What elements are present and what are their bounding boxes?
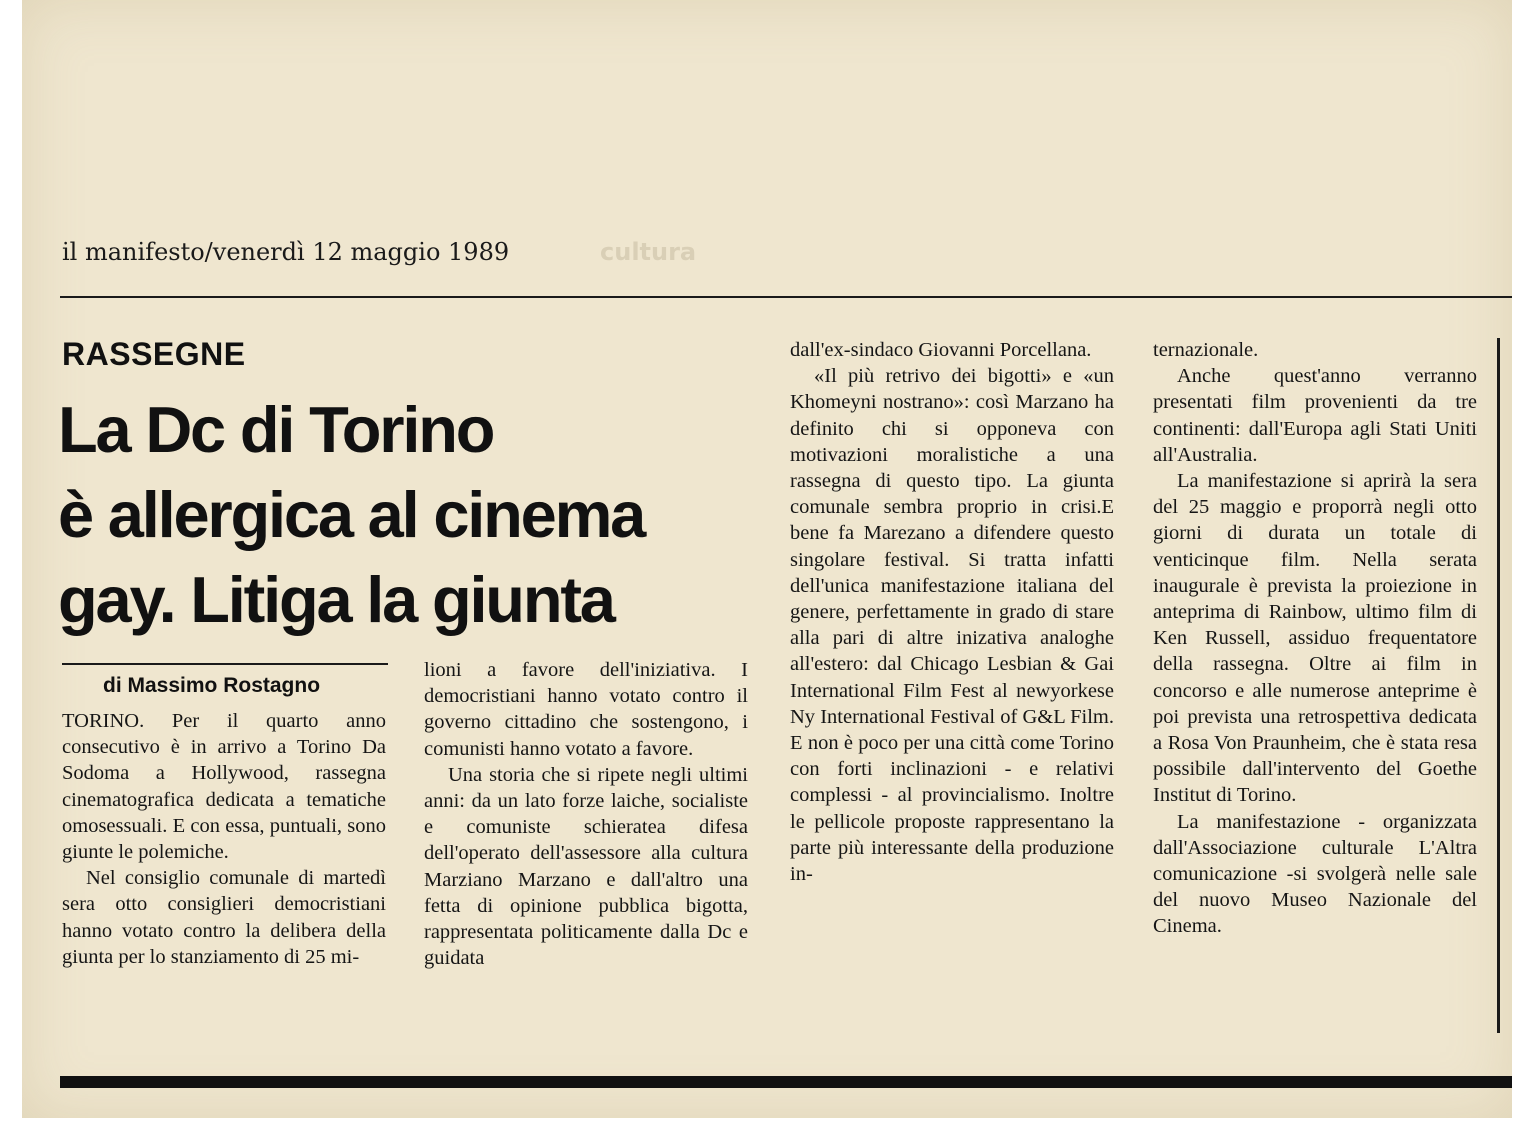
paragraph: La manifestazione si aprirà la sera del 25 maggio e proporrà negli otto giorni di durata un totale di venticinque film. Nella serata inaugurale è prevista la proiezione in anteprima di Rainbow, ultimo film di Ken Russell, assiduo frequentatore della rassegna. Oltre ai film in concorso e alle numerose anteprime è poi prevista una retrospettiva dedicata a Rosa Von Praunheim, che è stata resa possibile dall'intervento del Goethe Institut di Torino. [1153,470,1477,807]
paragraph: La manifestazione - organizzata dall'Associazione culturale L'Altra comunicazione -si svolgerà nelle sale del nuovo Museo Nazionale del Cinema. [1153,810,1477,938]
paragraph: TORINO. Per il quarto anno consecutivo è in arrivo a Torino Da Sodoma a Hollywood, rassegna cinematografica dedicata a tematiche omosessuali. E con essa, puntuali, sono giunte le polemiche. [62,710,386,864]
dateline: il manifesto/venerdì 12 maggio 1989 [62,238,510,266]
rubric: RASSEGNE [62,336,246,372]
byline: di Massimo Rostagno [103,674,321,697]
paragraph: lioni a favore dell'iniziativa. I democristiani hanno votato contro il governo cittadino che sostengono, i comunisti hanno votato a favore. [424,659,748,760]
paragraph: Anche quest'anno verranno presentati film provenienti da tre continenti: dall'Europa agli Stati Uniti all'Australia. [1153,365,1477,466]
headline-line: gay. Litiga la giunta [58,563,614,636]
bottom-rule [60,1076,1512,1088]
paragraph: Una storia che si ripete negli ultimi anni: da un lato forze laiche, socialiste e comuniste schierateа difesa dell'operato dell'assessore alla cultura Marziano Marzano e dall'altro una fetta di opinione pubblica bigotta, rappresentata politicamente dalla Dc e guidata [424,763,748,970]
article-column-2 [424,657,748,971]
paragraph: Nel consiglio comunale di martedì sera otto consiglieri democristiani hanno votato contro la delibera della giunta per lo stanziamento di 25 mi- [62,867,386,968]
article-column-4 [1153,337,1477,940]
byline-rule [62,663,388,665]
headline-line: è allergica al cinema [58,478,645,551]
top-rule [60,296,1512,298]
right-rule [1497,338,1500,1033]
paragraph: ternazionale. [1153,339,1259,361]
section-ghost-text: cultura [600,238,697,266]
article-column-3 [790,337,1114,887]
headline [58,387,798,642]
headline-line: La Dc di Torino [58,393,494,466]
paragraph: «Il più retrivo dei bigotti» e «un Khomeyni nostrano»: così Marzano ha definito chi si opponeva con motivazioni moralistiche a una rassegna di questo tipo. La giunta comunale sembra proprio in crisi.E bene fa Marezano a difendere questo singolare festival. Si tratta infatti dell'unica manifestazione italiana del genere, perfettamente in grado di stare alla pari di altre inizativa analoghe all'estero: dal Chicago Lesbian & Gai International Film Fest al newyorkese Ny International Festival of G&L Film. E non è poco per una città come Torino con forti inclinazioni - e relativi complessi - al provincialismo. Inoltre le pellicole proposte rappresentano la parte più interessante della produzione in- [790,365,1114,886]
paragraph: dall'ex-sindaco Giovanni Porcellana. [790,339,1092,361]
article-column-1 [62,708,386,970]
